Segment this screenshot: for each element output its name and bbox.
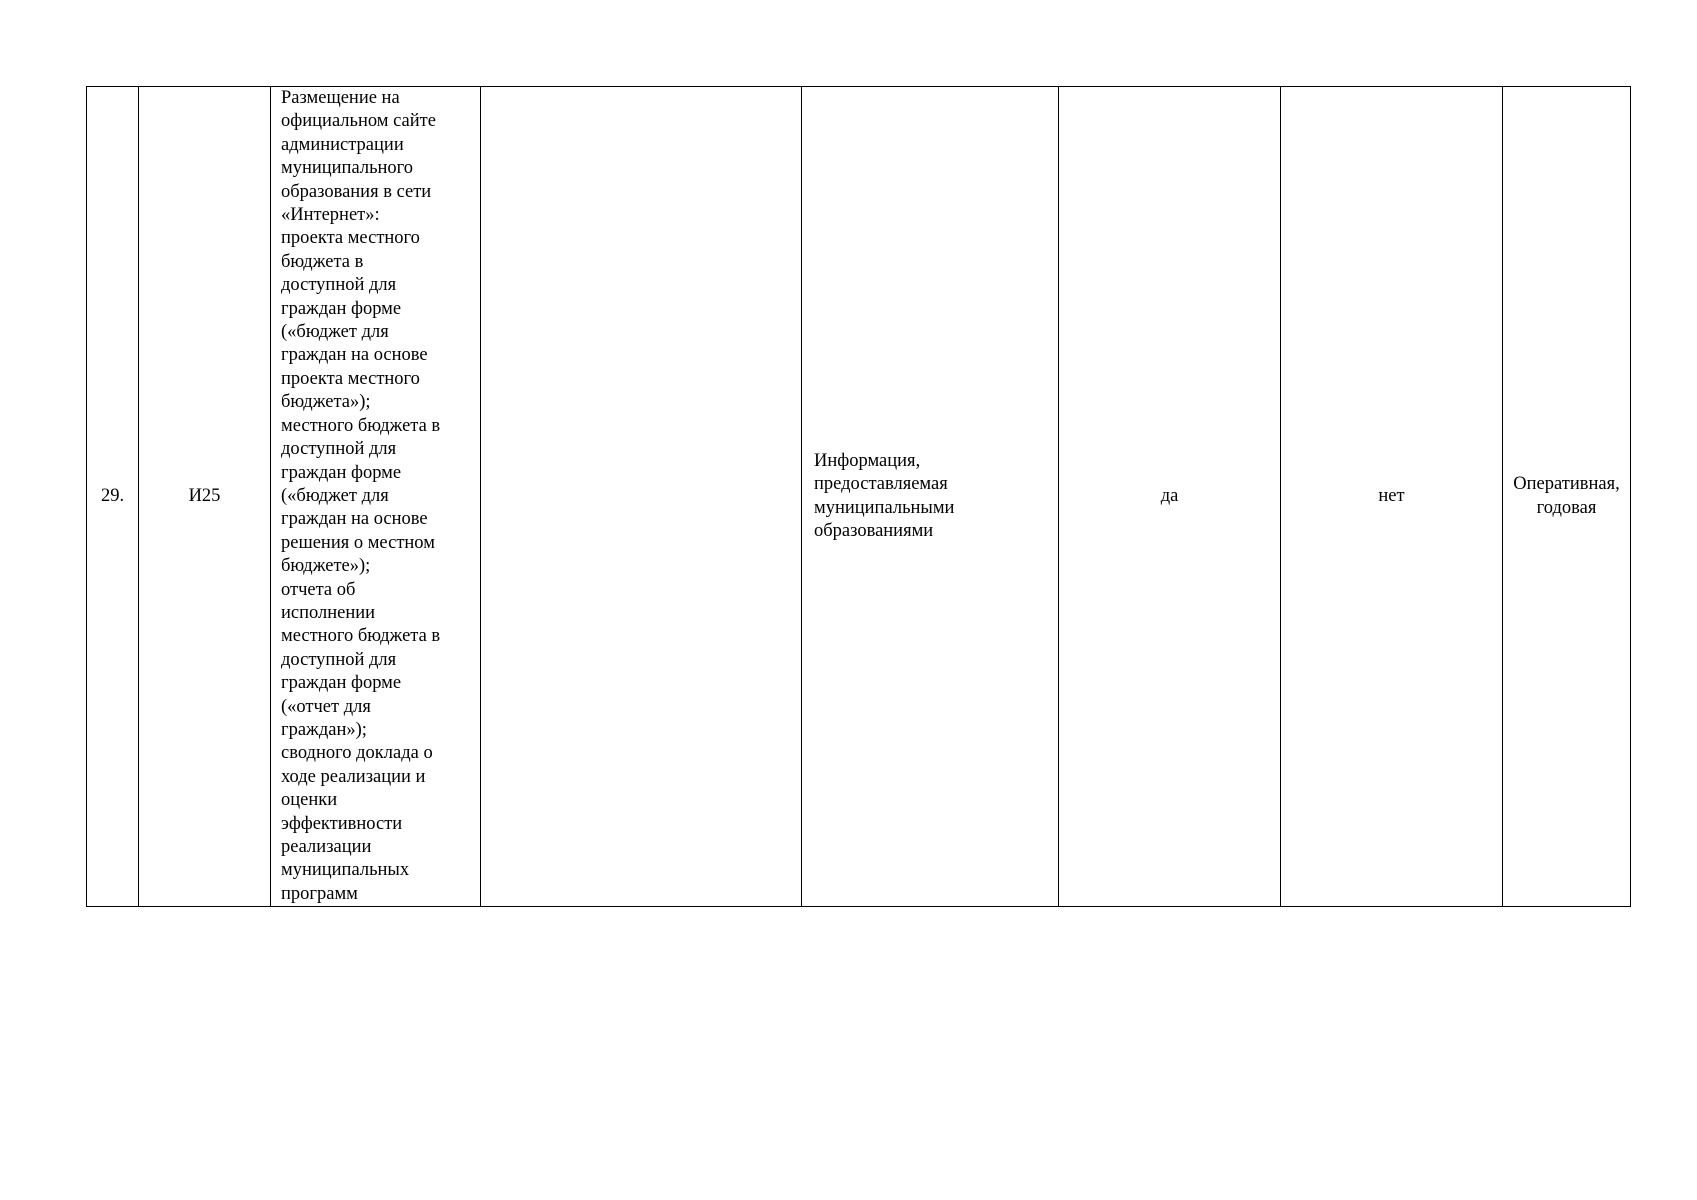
description-line: муниципального	[281, 158, 414, 179]
source-line: образованиями	[814, 521, 934, 542]
description-line: «Интернет»:	[281, 205, 380, 226]
description-line: отчета об	[281, 579, 356, 600]
description-line: доступной для	[281, 439, 397, 460]
row-number-cell: 29.	[87, 87, 139, 907]
description-line: граждан форме	[281, 462, 402, 483]
source-lines	[814, 450, 1058, 544]
description-line: решения о местном	[281, 532, 435, 553]
description-line: проекта местного	[281, 368, 420, 389]
yes-value-cell: да	[1059, 87, 1281, 907]
description-line: («отчет для	[281, 696, 371, 717]
frequency-lines	[1503, 473, 1630, 520]
source-line: муниципальными	[814, 497, 955, 518]
description-line: граждан на основе	[281, 345, 428, 366]
description-line: доступной для	[281, 275, 397, 296]
indicator-code-cell: И25	[139, 87, 271, 907]
description-line: бюджета в	[281, 251, 364, 272]
description-line: ходе реализации и	[281, 766, 426, 787]
frequency-cell	[1503, 87, 1631, 907]
no-value-cell: нет	[1281, 87, 1503, 907]
description-line: («бюджет для	[281, 485, 389, 506]
description-line: оценки	[281, 790, 338, 811]
data-table	[86, 86, 1631, 907]
description-line: муниципальных	[281, 860, 410, 881]
description-line: местного бюджета в	[281, 415, 441, 436]
description-line: проекта местного	[281, 228, 420, 249]
source-line: Информация,	[814, 450, 921, 471]
description-line: реализации	[281, 837, 372, 857]
empty-cell	[481, 87, 802, 907]
source-line: предоставляемая	[814, 474, 948, 495]
description-line: исполнении	[281, 602, 376, 623]
description-line: («бюджет для	[281, 322, 389, 343]
description-line: граждан форме	[281, 298, 402, 319]
description-lines	[281, 87, 480, 906]
description-line: образования в сети	[281, 181, 432, 202]
description-line: бюджета»);	[281, 392, 371, 413]
description-line: граждан на основе	[281, 509, 428, 530]
frequency-line: годовая	[1536, 497, 1597, 518]
table-row	[87, 87, 1631, 907]
description-line: Размещение на	[281, 88, 400, 108]
description-line: официальном сайте	[281, 111, 436, 132]
description-line: граждан»);	[281, 719, 367, 740]
description-line: сводного доклада о	[281, 743, 433, 764]
description-line: администрации	[281, 134, 404, 155]
description-line: граждан форме	[281, 673, 402, 694]
data-source-cell	[802, 87, 1059, 907]
description-line: местного бюджета в	[281, 626, 441, 647]
indicator-description-cell	[271, 87, 481, 907]
description-line: программ	[281, 883, 358, 904]
description-line: эффективности	[281, 813, 403, 834]
frequency-line: Оперативная,	[1513, 474, 1620, 495]
description-line: доступной для	[281, 649, 397, 670]
description-line: бюджете»);	[281, 556, 371, 577]
